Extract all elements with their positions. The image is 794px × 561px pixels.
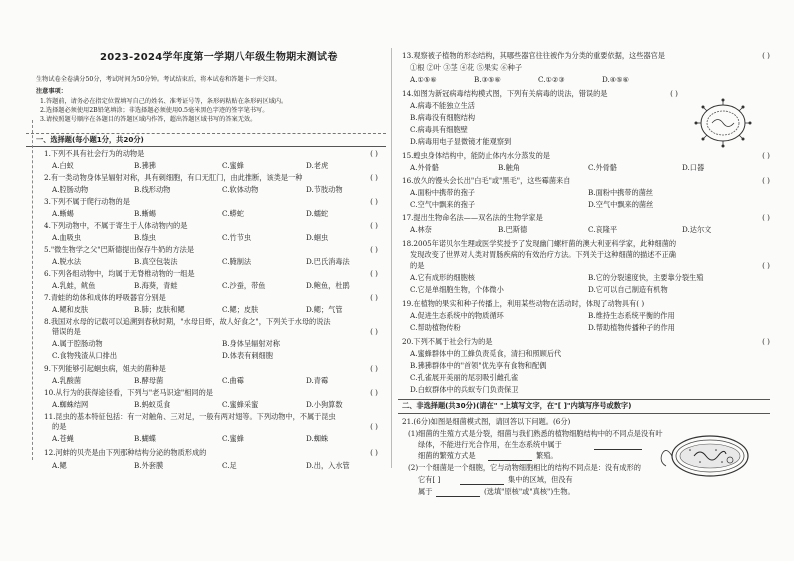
answer-paren[interactable]: ( ) xyxy=(370,197,378,206)
option[interactable]: A.鳃 xyxy=(52,461,67,470)
option[interactable]: D.出，入水管 xyxy=(306,461,350,470)
option[interactable]: B.它的分裂速度快，主要靠分裂生殖 xyxy=(588,273,704,282)
question-text: 14.如图为新冠病毒结构模式图，下列有关病毒的说法，错误的是 xyxy=(402,89,608,98)
question-text-cont: 错误的是 xyxy=(52,327,81,336)
option[interactable]: B.外套膜 xyxy=(134,461,164,470)
answer-blank[interactable] xyxy=(460,476,504,485)
option[interactable]: A.乳蛙，鱿鱼 xyxy=(52,281,96,290)
option[interactable]: A.蜘蛛结网 xyxy=(52,400,89,409)
question-text: 15.蝗虫身体结构中，能防止体内水分蒸发的是 xyxy=(402,151,550,160)
question-text-cont: 的是 xyxy=(410,261,425,270)
answer-paren[interactable]: ( ) xyxy=(762,51,770,60)
center-fold xyxy=(391,48,392,468)
option[interactable]: C.哀隆平 xyxy=(588,225,618,234)
answer-paren[interactable]: ( ) xyxy=(370,327,378,336)
option[interactable]: D.帮助植物传播种子的作用 xyxy=(588,323,675,332)
answer-paren[interactable]: ( ) xyxy=(370,269,378,278)
option[interactable]: C.①②③ xyxy=(538,75,565,84)
option[interactable]: C.蟒蛇 xyxy=(222,209,244,218)
option[interactable]: C.竹节虫 xyxy=(222,233,252,242)
option[interactable]: B.绦虫 xyxy=(134,233,156,242)
note-2: 2.选择题必须使用2B铅笔填涂；非选择题必须使用0.5毫米黑色字迹的签字笔书写。 xyxy=(40,107,269,114)
option[interactable]: B.肺；皮肤和鳃 xyxy=(134,305,185,314)
question-text: 10.从行为的获得途径看，下列与"老马识途"相同的是 xyxy=(44,388,213,397)
option[interactable]: B.线形动物 xyxy=(134,185,171,194)
option[interactable]: A.促进生态系统中的物质循环 xyxy=(410,311,504,320)
answer-paren[interactable]: ( ) xyxy=(762,337,770,346)
option[interactable]: A.乳酸菌 xyxy=(52,376,82,385)
divider xyxy=(26,133,386,134)
answer-blank[interactable] xyxy=(436,488,480,497)
option[interactable]: A.蜜蜂群体中的工蜂负责觅食，清扫和照顾后代 xyxy=(410,349,562,358)
question-text: (选填"原核"或"真核")生物。 xyxy=(484,487,575,496)
question-text: (1)细菌的生殖方式是分裂，细菌与我们熟悉的植物细胞结构中的不同点是没有叶 xyxy=(408,429,663,438)
option[interactable]: D.蛔虫 xyxy=(306,233,329,242)
question-text: 6.下列各组动物中，均属于无脊椎动物的一组是 xyxy=(44,269,195,278)
section-heading: 一、选择题(每小题1分，共20分) xyxy=(36,135,144,144)
divider xyxy=(26,146,386,147)
option[interactable]: C.蜜蜂采蜜 xyxy=(222,400,259,409)
question-text: (2)一个细菌是一个细胞，它与动物细胞相比的结构不同点是：没有成形的 xyxy=(408,463,641,472)
option[interactable]: D.白蚁群体中的兵蚁专门负责保卫 xyxy=(410,385,519,394)
option[interactable]: A.血吸虫 xyxy=(52,233,82,242)
question-text: 9.下列能够引起蛔虫病，姐夫的菌种是 xyxy=(44,364,166,373)
option[interactable]: B.身体呈辐射对称 xyxy=(222,339,280,348)
question-text: 19.在植物的果实和种子传播上，利用某些动物在活动时，体现了动物具有( ) xyxy=(402,299,645,308)
page-title: 2023-2024学年度第一学期八年级生物期末测试卷 xyxy=(100,52,338,63)
note-1: 1.答题前，请务必在指定位置填写自己的姓名、准考证号等，条形码粘贴在条形码区域内。 xyxy=(40,98,288,105)
option[interactable]: B.狒狒群体中的"首领"优先享有食物和配偶 xyxy=(410,361,547,370)
option[interactable]: D.④⑤⑥ xyxy=(602,75,630,84)
question-text: 18.2005年诺贝尔生理或医学奖授予了发现幽门螺杆菌的澳大利亚科学家，此种细菌的 xyxy=(402,239,677,248)
option[interactable]: B.触角 xyxy=(498,163,520,172)
question-text: 集中的区域，但没有 xyxy=(508,475,573,484)
intro-note: 生物试卷全卷满分50分，考试时间为50分钟。考试结束后，将本试卷和答题卡一并交回。 xyxy=(36,76,281,83)
question-text: 1.下列不具有社会行为的动物是 xyxy=(44,149,145,158)
option[interactable]: A.①⑤⑥ xyxy=(410,75,437,84)
option[interactable]: A.林奈 xyxy=(410,225,432,234)
question-text: 11.昆虫的基本特征包括：有一对触角、三对足，一般有两对翅等。下列动物中，不属于昆虫 xyxy=(44,412,336,421)
option[interactable]: B.狒狒 xyxy=(134,161,156,170)
option[interactable]: D.空气中飘来的菌丝 xyxy=(588,200,654,209)
option[interactable]: B.蜥蜴 xyxy=(134,209,156,218)
option[interactable]: A.它有成形的细胞核 xyxy=(410,273,475,282)
attention-label: 注意事项： xyxy=(36,88,67,95)
answer-paren[interactable]: ( ) xyxy=(762,151,770,160)
option[interactable]: C.帮助植物传粉 xyxy=(410,323,461,332)
question-text: 细菌的繁殖方式是 xyxy=(418,451,476,460)
option[interactable]: D.小狗算数 xyxy=(306,400,343,409)
divider xyxy=(398,413,770,414)
option[interactable]: D.体表有刺细胞 xyxy=(222,351,273,360)
option[interactable]: A.面粉中携带的孢子 xyxy=(410,188,475,197)
answer-paren[interactable]: ( ) xyxy=(370,422,378,431)
answer-paren[interactable]: ( ) xyxy=(370,448,378,457)
option[interactable]: C.鳃；皮肤 xyxy=(222,305,259,314)
option[interactable]: C.食物残渣从口排出 xyxy=(52,351,118,360)
question-text: 3.下列不属于爬行动物的是 xyxy=(44,197,130,206)
question-text: 绿体，不能进行光合作用，在生态系统中属于 xyxy=(418,440,562,449)
option[interactable]: D.口器 xyxy=(682,163,705,172)
section-heading: 二、非选择题(共30分)(请在" "上填写文字，在"[ ]"内填写序号或数字) xyxy=(402,401,632,410)
question-text: 12.河蚌的贝壳是由下列那种结构分泌的物质形成的 xyxy=(44,448,207,457)
question-text-cont: 发现改变了世界对人类对胃肠疾病的有效治疗方法。下列关于这种细菌的描述不正确 xyxy=(410,250,676,259)
virus-diagram xyxy=(688,96,758,150)
option[interactable]: C.沙蚕，带鱼 xyxy=(222,281,266,290)
option[interactable]: C.孔雀展开美丽的尾羽吸引雌孔雀 xyxy=(410,373,519,382)
option[interactable]: C.软体动物 xyxy=(222,185,259,194)
option[interactable]: D.老虎 xyxy=(306,161,329,170)
question-text: 7.青蛙的幼体和成体的呼吸器官分别是 xyxy=(44,293,166,302)
option[interactable]: C.腌制法 xyxy=(222,257,252,266)
option[interactable]: A.苍蝇 xyxy=(52,434,74,443)
option[interactable]: D.节肢动物 xyxy=(306,185,343,194)
option[interactable]: C.蜜蜂 xyxy=(222,161,244,170)
note-3: 3.请按照题号顺序在各题目的答题区域内作答，超出答题区域书写的答案无效。 xyxy=(40,116,257,123)
option[interactable]: D.蜘蛛 xyxy=(306,434,329,443)
option[interactable]: B.巴斯德 xyxy=(498,225,528,234)
question-text: 16.放久的馒头会长出"白毛"或"黑毛"，这些霉菌来自 xyxy=(402,176,571,185)
bacterium-diagram xyxy=(660,426,760,486)
answer-paren[interactable]: ( ) xyxy=(370,221,378,230)
answer-paren[interactable]: ( ) xyxy=(762,213,770,222)
option[interactable]: C.空气中飘来的孢子 xyxy=(410,200,476,209)
option[interactable]: A.外骨骼 xyxy=(410,163,440,172)
question-text-cont: 的是 xyxy=(52,422,67,431)
option[interactable]: B.海葵，青蛙 xyxy=(134,281,178,290)
option[interactable]: D.青霉 xyxy=(306,376,329,385)
option[interactable]: C.足 xyxy=(222,461,237,470)
option[interactable]: C.外骨骼 xyxy=(588,163,618,172)
question-text: 8.我国对水母的记载可以追溯到春秋时期，"水母目虾，故人好食之"，下列关于水母的说法 xyxy=(44,317,331,326)
question-text: 4.下列动物中，不属于寄生于人体动物内的是 xyxy=(44,221,188,230)
option[interactable]: D.它可以自己制造有机物 xyxy=(588,285,668,294)
option[interactable]: B.蝴蝶 xyxy=(134,434,156,443)
option[interactable]: B.蚂蚁觅食 xyxy=(134,400,171,409)
question-text: 17.提出生物命名法——双名法的生物学家是 xyxy=(402,213,543,222)
option[interactable]: B.面粉中携带的菌丝 xyxy=(588,188,654,197)
option[interactable]: C.它是单细胞生物，个体微小 xyxy=(410,285,504,294)
option[interactable]: B.维持生态系统平衡的作用 xyxy=(588,311,675,320)
option[interactable]: C.蜜蜂 xyxy=(222,434,244,443)
question-text: 繁殖。 xyxy=(536,451,558,460)
seal-line xyxy=(26,120,40,460)
answer-paren[interactable]: ( ) xyxy=(762,261,770,270)
answer-paren[interactable]: ( ) xyxy=(370,293,378,302)
question-text: 21.(6分)如图是细菌模式图，请回答以下问题。(6分) xyxy=(402,417,571,426)
option[interactable]: D.蠕蛇 xyxy=(306,209,329,218)
option[interactable]: B.真空包装法 xyxy=(134,257,178,266)
question-text: 2.有一类动物身体呈辐射对称，具有刺细胞，有口无肛门，由此推断，该类是一种 xyxy=(44,173,303,182)
option[interactable]: A.鳃和皮肤 xyxy=(52,305,89,314)
question-text: 13.观察被子植物的形态结构，其哪些器官往往被作为分类的重要依据，这些器官是 xyxy=(402,51,665,60)
option[interactable]: A.蜥蜴 xyxy=(52,209,74,218)
option[interactable]: B.酵母菌 xyxy=(134,376,164,385)
option[interactable]: A.脱水法 xyxy=(52,257,82,266)
option[interactable]: C.病毒具有细胞壁 xyxy=(410,125,468,134)
option[interactable]: D.达尔文 xyxy=(682,225,712,234)
answer-paren[interactable]: ( ) xyxy=(370,364,378,373)
answer-paren[interactable]: ( ) xyxy=(370,173,378,182)
option[interactable]: C.曲霉 xyxy=(222,376,244,385)
question-text: 属于 xyxy=(418,487,433,496)
option[interactable]: B.③⑤⑥ xyxy=(474,75,501,84)
question-choices: ①根 ②叶 ③茎 ④花 ⑤果实 ⑥种子 xyxy=(410,63,523,72)
answer-blank[interactable] xyxy=(488,452,532,461)
divider xyxy=(398,399,770,400)
answer-blank[interactable] xyxy=(594,441,642,450)
option[interactable]: A.属于腔肠动物 xyxy=(52,339,103,348)
question-text: 它有[ ] xyxy=(418,475,441,484)
option[interactable]: D.鳃；气管 xyxy=(306,305,343,314)
option[interactable]: A.病毒不能独立生活 xyxy=(410,101,475,110)
question-text: 5."微生物学之父"巴斯德提出保存牛奶的方法是 xyxy=(44,245,195,254)
answer-paren[interactable]: ( ) xyxy=(370,245,378,254)
option[interactable]: A.白蚁 xyxy=(52,161,74,170)
option[interactable]: D.巴氏消毒法 xyxy=(306,257,350,266)
question-text: 20.下列不属于社会行为的是 xyxy=(402,337,493,346)
option[interactable]: A.腔肠动物 xyxy=(52,185,89,194)
answer-paren[interactable]: ( ) xyxy=(370,388,378,397)
answer-paren[interactable]: ( ) xyxy=(762,176,770,185)
answer-paren[interactable]: ( ) xyxy=(370,149,378,158)
option[interactable]: D.鲍鱼，杜鹃 xyxy=(306,281,350,290)
answer-paren[interactable]: ( ) xyxy=(670,89,678,98)
option[interactable]: D.病毒用电子显微镜才能观察到 xyxy=(410,137,512,146)
option[interactable]: B.病毒没有细胞结构 xyxy=(410,113,476,122)
